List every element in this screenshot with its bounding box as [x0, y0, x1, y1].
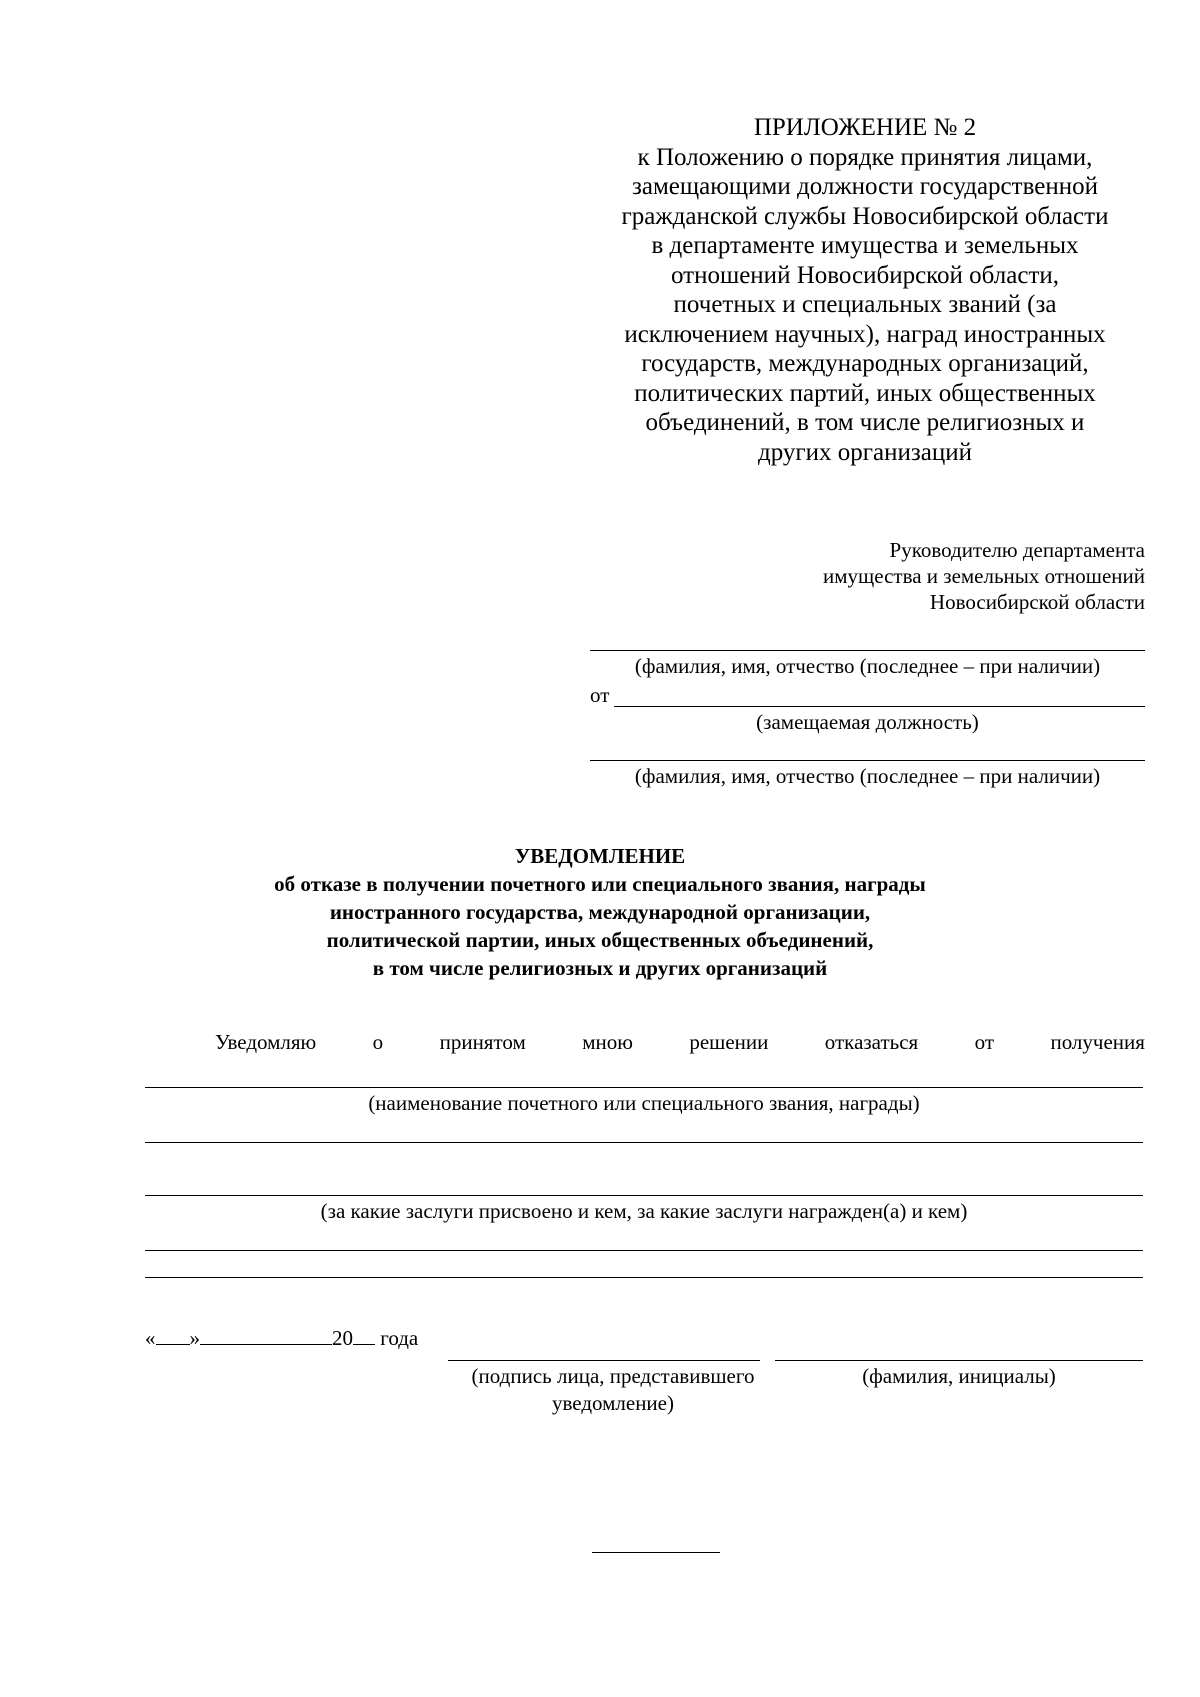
body-word: Уведомляю	[215, 1030, 317, 1054]
appendix-line: в департаменте имущества и земельных	[651, 232, 1079, 259]
appendix-line: государств, международных организаций,	[641, 350, 1089, 377]
year-prefix: 20	[332, 1326, 353, 1350]
body-word: от	[974, 1030, 995, 1054]
head-fio-line[interactable]	[590, 650, 1145, 651]
position-caption: (замещаемая должность)	[756, 710, 979, 734]
addressee-line: Руководителю департамента	[889, 538, 1145, 562]
appendix-line: отношений Новосибирской области,	[670, 261, 1059, 289]
quote-close: »	[189, 1326, 200, 1350]
title-line: об отказе в получении почетного или специального звания, награды	[274, 872, 926, 896]
end-of-document-line	[592, 1552, 720, 1553]
month-field[interactable]	[200, 1326, 332, 1345]
merit-line-2[interactable]	[145, 1250, 1143, 1251]
head-fio-caption: (фамилия, имя, отчество (последнее – при наличии)	[634, 654, 1101, 678]
notification-text	[215, 1030, 1145, 1054]
body-word: мною	[582, 1030, 633, 1054]
award-name-line-2[interactable]	[145, 1142, 1143, 1143]
body-word: получения	[1050, 1030, 1145, 1054]
appendix-line: замещающими должности государственной	[632, 173, 1098, 200]
year-suffix: года	[380, 1326, 419, 1350]
sender-fio-line[interactable]	[590, 760, 1145, 761]
body-word: решении	[689, 1030, 769, 1054]
appendix-line: объединений, в том числе религиозных и	[645, 409, 1085, 436]
year-field[interactable]	[353, 1326, 375, 1345]
name-initials-line[interactable]	[775, 1360, 1143, 1361]
title-line: в том числе религиозных и других организаций	[372, 956, 828, 980]
day-field[interactable]	[156, 1326, 190, 1345]
body-word: отказаться	[824, 1030, 919, 1054]
appendix-line: других организаций	[758, 438, 972, 466]
signature-caption-line-1: (подпись лица, представившего	[471, 1364, 755, 1388]
appendix-line: гражданской службы Новосибирской области	[621, 202, 1109, 230]
title-line: политической партии, иных общественных объединений,	[326, 928, 874, 952]
sender-fio-caption: (фамилия, имя, отчество (последнее – при наличии)	[634, 764, 1101, 788]
merit-line-3[interactable]	[145, 1277, 1143, 1278]
name-initials-caption: (фамилия, инициалы)	[862, 1364, 1056, 1388]
body-word: принятом	[439, 1030, 526, 1054]
from-label: от	[590, 683, 610, 707]
addressee-line: имущества и земельных отношений	[823, 564, 1145, 588]
award-name-caption: (наименование почетного или специального звания, награды)	[368, 1091, 920, 1115]
quote-open: «	[145, 1326, 156, 1350]
addressee-line: Новосибирской области	[929, 590, 1145, 614]
title-line: иностранного государства, международной организации,	[329, 900, 871, 924]
addressee-block	[700, 537, 1145, 615]
signature-line[interactable]	[448, 1360, 760, 1361]
appendix-line: к Положению о порядке принятия лицами,	[637, 143, 1093, 171]
position-line[interactable]	[614, 706, 1145, 707]
document-title	[100, 842, 1100, 982]
appendix-line: ПРИЛОЖЕНИЕ № 2	[753, 114, 977, 141]
appendix-line: политических партий, иных общественных	[634, 379, 1096, 407]
merit-caption: (за какие заслуги присвоено и кем, за какие заслуги награжден(а) и кем)	[320, 1199, 968, 1223]
title-heading: УВЕДОМЛЕНИЕ	[514, 844, 686, 868]
merit-line[interactable]	[145, 1195, 1143, 1196]
signature-caption-line-2: уведомление)	[551, 1391, 674, 1415]
body-word: о	[372, 1030, 384, 1054]
appendix-line: почетных и специальных званий (за	[673, 291, 1057, 318]
appendix-header	[585, 113, 1145, 467]
date-signature-row	[145, 1326, 418, 1350]
signature-caption	[448, 1363, 778, 1417]
appendix-line: исключением научных), наград иностранных	[624, 320, 1106, 348]
award-name-line[interactable]	[145, 1087, 1143, 1088]
